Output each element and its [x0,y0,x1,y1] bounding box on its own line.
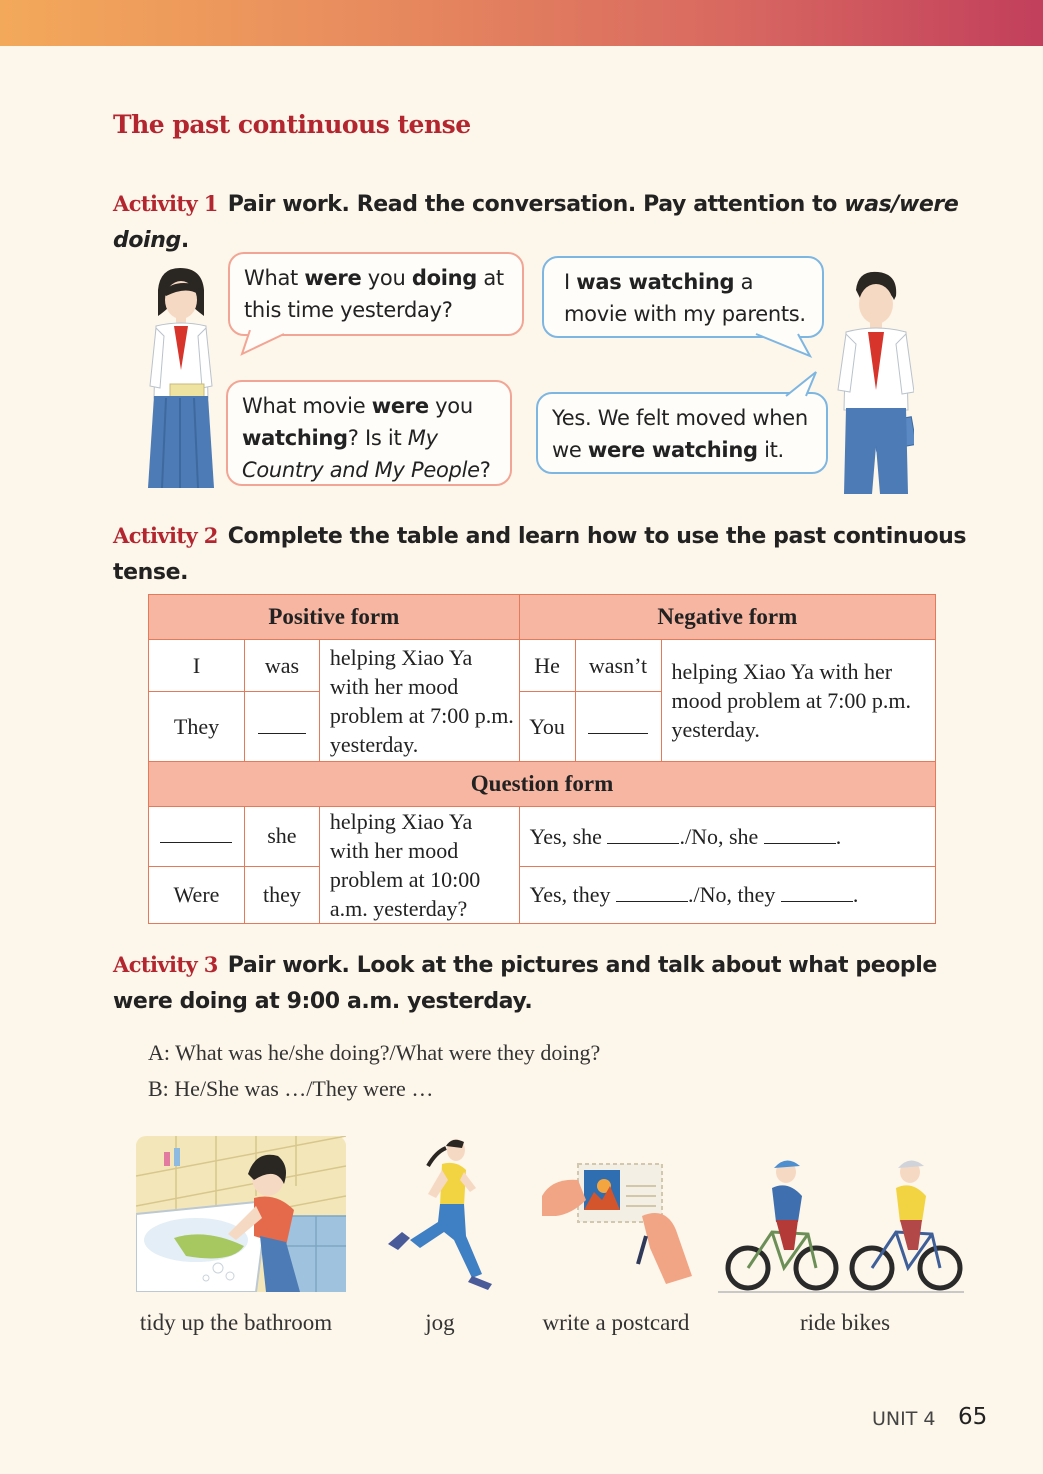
activity-1-end: . [180,228,189,253]
table-cell: They [149,692,245,762]
bubble-4-tail [776,370,826,398]
activity-2-label: Activity 2 [113,523,218,548]
bikes-picture [718,1150,964,1296]
top-decorative-bar [0,0,1043,46]
blank-cell[interactable] [575,692,661,762]
table-cell: I [149,640,245,692]
answer-blank[interactable] [588,715,648,734]
table-cell: helping Xiao Ya with her mood problem at 10:00 a.m. yesterday? [319,807,519,924]
activity-1-instruction [113,186,993,259]
dialogue-line-a: A: What was he/she doing?/What were they doing? [148,1040,601,1065]
table-cell: helping Xiao Ya with her mood problem at 7:00 p.m. yesterday. [319,640,519,762]
activity-1-text: Pair work. Read the conversation. Pay attention to [227,192,845,217]
table-cell: she [244,807,319,867]
table-cell: wasn’t [575,640,661,692]
table-cell: Were [149,866,245,923]
activity-2-text: Complete the table and learn how to use the past continuous tense. [113,524,967,585]
question-form-header: Question form [149,762,936,807]
speech-bubble-3: What movie were you watching? Is it My Country and My People? [226,380,512,486]
positive-form-header: Positive form [149,595,520,640]
blank-cell[interactable] [149,807,245,867]
blank-cell[interactable] [244,692,319,762]
answer-blank[interactable] [764,825,836,844]
postcard-picture [542,1156,692,1286]
table-cell: helping Xiao Ya with her mood problem at 7:00 p.m. yesterday. [661,640,936,762]
section-title: The past continuous tense [113,110,471,139]
answer-blank[interactable] [607,825,679,844]
bubble-2-tail [752,332,816,360]
boy-illustration [836,270,914,494]
activity-1-label: Activity 1 [113,191,218,216]
table-cell: You [519,692,575,762]
caption-write-postcard: write a postcard [542,1310,690,1335]
answer-blank[interactable] [160,824,232,843]
answer-blank[interactable] [781,883,853,902]
answer-blank[interactable] [616,883,688,902]
caption-jog: jog [425,1310,455,1335]
activity-2-instruction [113,518,993,591]
answer-cell-1: Yes, she ./No, she . [519,807,935,867]
table-cell: they [244,866,319,923]
caption-tidy-up: tidy up the bathroom [139,1310,333,1335]
bathroom-picture [136,1136,346,1292]
speech-bubble-2: I was watching a movie with my parents. [542,256,824,338]
footer-unit: UNIT 4 [872,1408,936,1430]
table-cell: was [244,640,319,692]
activity-3-text: Pair work. Look at the pictures and talk about what people were doing at 9:00 a.m. yesterday. [113,953,937,1014]
answer-blank[interactable] [258,715,306,734]
page-number: 65 [958,1404,988,1430]
activity-1-focus: was/were doing [113,192,959,253]
table-cell: He [519,640,575,692]
activity-3-instruction [113,947,993,1020]
caption-ride-bikes: ride bikes [799,1310,891,1335]
speech-bubble-4: Yes. We felt moved when we were watching it. [536,392,828,474]
answer-cell-2: Yes, they ./No, they . [519,866,935,923]
jogger-picture [380,1136,500,1292]
grammar-table [148,594,936,924]
speech-bubble-1: What were you doing at this time yesterday? [228,252,524,336]
negative-form-header: Negative form [519,595,935,640]
dialogue-line-b: B: He/She was …/They were … [148,1076,434,1101]
girl-illustration [146,266,216,490]
activity-3-label: Activity 3 [113,952,218,977]
bubble-1-tail [240,330,300,358]
